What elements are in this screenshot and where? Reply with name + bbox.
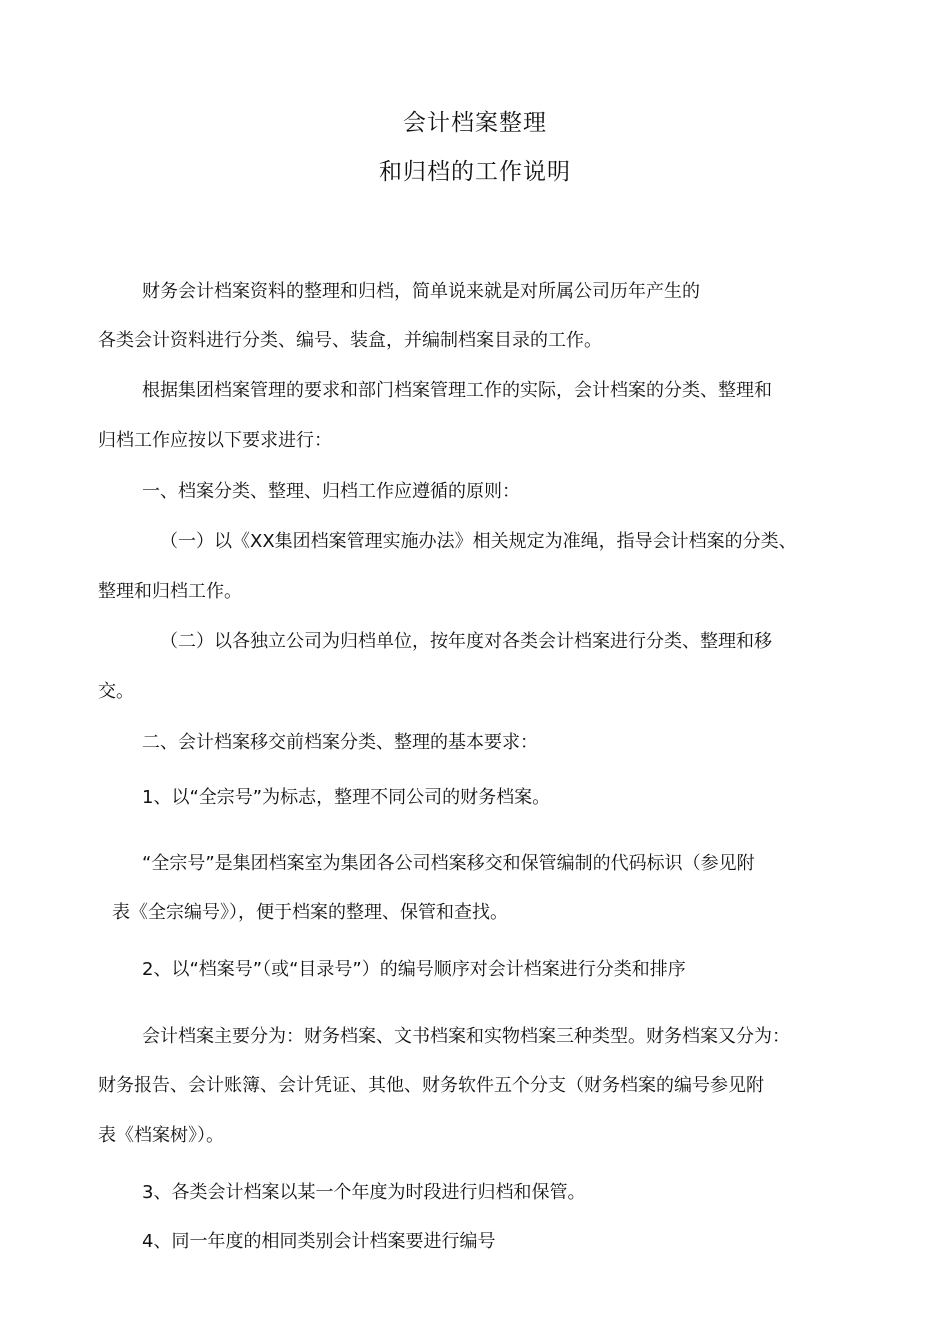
paragraph-basis-line-1: 根据集团档案管理的要求和部门档案管理工作的实际，会计档案的分类、整理和 <box>142 380 772 401</box>
requirement-4: 4、同一年度的相同类别会计档案要进行编号 <box>142 1231 496 1252</box>
requirement-1-note-line-1: “全宗号”是集团档案室为集团各公司档案移交和保管编制的代码标识（参见附 <box>142 853 755 874</box>
item-2-line-2: 交。 <box>98 681 134 702</box>
paragraph-basis-line-2: 归档工作应按以下要求进行： <box>98 430 332 451</box>
paragraph-intro-line-1: 财务会计档案资料的整理和归档，简单说来就是对所属公司历年产生的 <box>142 281 700 302</box>
requirement-1-note-line-2: 表《全宗编号》），便于档案的整理、保管和查找。 <box>112 902 508 923</box>
section-heading-1: 一、档案分类、整理、归档工作应遵循的原则： <box>142 481 520 502</box>
requirement-3: 3、各类会计档案以某一个年度为时段进行归档和保管。 <box>142 1182 586 1203</box>
requirement-1: 1、以“全宗号”为标志，整理不同公司的财务档案。 <box>142 787 551 808</box>
document-title-line-2: 和归档的工作说明 <box>379 159 571 185</box>
item-1-line-2: 整理和归档工作。 <box>98 581 242 602</box>
document-title-line-1: 会计档案整理 <box>403 110 547 136</box>
item-1-line-1: （一）以《XX集团档案管理实施办法》相关规定为准绳，指导会计档案的分类、 <box>160 531 797 552</box>
requirement-2-note-line-2: 财务报告、会计账簿、会计凭证、其他、财务软件五个分支（财务档案的编号参见附 <box>98 1075 764 1096</box>
requirement-2-note-line-3: 表《档案树》）。 <box>98 1125 224 1146</box>
requirement-2: 2、以“档案号”（或“目录号”）的编号顺序对会计档案进行分类和排序 <box>142 959 686 980</box>
item-2-line-1: （二）以各独立公司为归档单位，按年度对各类会计档案进行分类、整理和移 <box>160 631 772 652</box>
paragraph-intro-line-2: 各类会计资料进行分类、编号、装盒，并编制档案目录的工作。 <box>98 330 602 351</box>
section-heading-2: 二、会计档案移交前档案分类、整理的基本要求： <box>142 732 538 753</box>
requirement-2-note-line-1: 会计档案主要分为：财务档案、文书档案和实物档案三种类型。财务档案又分为： <box>142 1026 790 1047</box>
